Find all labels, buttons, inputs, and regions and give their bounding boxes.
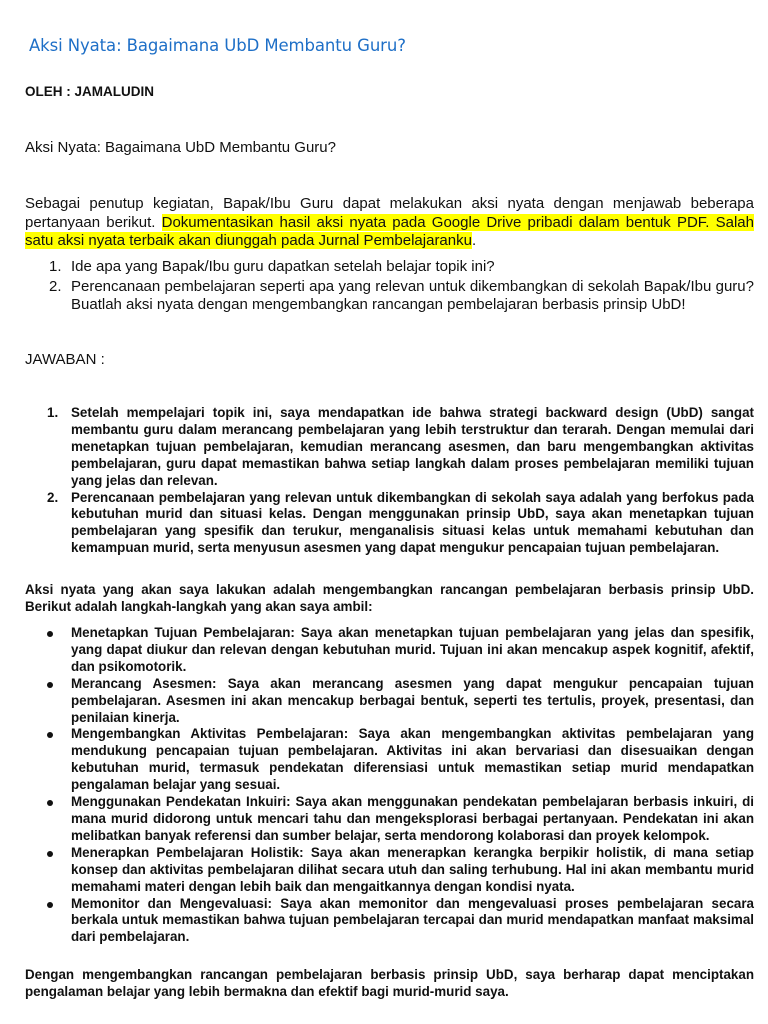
step-text: Menggunakan Pendekatan Inkuiri: Saya akan menggunakan pendekatan pembelajaran berbasis inkuiri, di mana murid didorong untuk mencari tahu dan mengeksplorasi berbagai pertanyaan. Pendekatan ini akan melibatkan banyak referensi dan sumber belajar, serta mendorong kolaborasi dan proyek kelompok.	[71, 794, 754, 843]
list-number: 1.	[49, 258, 62, 275]
list-item	[25, 258, 754, 277]
step-text: Memonitor dan Mengevaluasi: Saya akan memonitor dan mengevaluasi proses pembelajaran secara berkala untuk memastikan bahwa tujuan pembelajaran tercapai dan murid mendapatkan manfaat maksimal dari pembelajaran.	[71, 895, 754, 945]
intro-text: Sebagai penutup kegiatan, Bapak/Ibu Guru dapat melakukan aksi nyata dengan menjawab beberapa pertanyaan berikut.	[25, 195, 754, 231]
list-item	[25, 845, 754, 896]
answer-text: Perencanaan pembelajaran yang relevan untuk dikembangkan di sekolah saya adalah yang berfokus pada kebutuhan murid dan situasi kelas. Dengan menggunakan prinsip UbD, saya akan menetapkan tujuan pembelajaran yang spesifik dan terukur, menganalisis situasi kelas untuk memahami kebutuhan dan kemampuan murid, serta menyusun asesmen yang dapat mengukur pencapaian tujuan pembelajaran.	[71, 489, 754, 556]
author-line: OLEH : JAMALUDIN	[25, 84, 154, 99]
bullet-icon	[47, 902, 53, 908]
step-text: Merancang Asesmen: Saya akan merancang asesmen yang dapat mengukur pencapaian tujuan pembelajaran. Asesmen ini akan mencakup berbagai bentuk, seperti tes tertulis, proyek, presentasi, dan penilaian kinerja.	[71, 675, 754, 725]
step-text: Menerapkan Pembelajaran Holistik: Saya akan menerapkan kerangka berpikir holistik, di mana setiap konsep dan aktivitas pembelajaran dilihat secara utuh dan saling terhubung. Hal ini akan membantu murid memahami materi dengan lebih baik dan mengaitkannya dengan kondisi nyata.	[71, 844, 754, 894]
list-item	[25, 676, 754, 727]
bullet-icon	[47, 800, 53, 806]
list-number: 1.	[47, 405, 59, 420]
step-list	[25, 625, 754, 946]
answers-heading: JAWABAN :	[25, 351, 105, 368]
list-item	[25, 405, 754, 490]
list-item	[25, 726, 754, 794]
list-number: 2.	[47, 489, 59, 505]
list-item	[25, 896, 754, 947]
bullet-icon	[47, 682, 53, 688]
answer-text: Setelah mempelajari topik ini, saya mendapatkan ide bahwa strategi backward design (UbD) sangat membantu guru dalam merancang pembelajaran yang lebih terstruktur dan terarah. Dengan memulai dari menetapkan tujuan pembelajaran, kemudian merancang asesmen, dan baru mengembangkan aktivitas pembelajaran, guru dapat memastikan bahwa setiap langkah dalam proses pembelajaran memiliki tujuan yang jelas dan relevan.	[71, 405, 754, 488]
question-text: Perencanaan pembelajaran seperti apa yang relevan untuk dikembangkan di sekolah Bapak/Ibu guru? Buatlah aksi nyata dengan mengembangkan rancangan pembelajaran berbasis prinsip UbD!	[71, 277, 754, 313]
intro-paragraph	[25, 195, 754, 251]
question-list	[25, 258, 754, 316]
list-item	[25, 278, 754, 315]
intro-end: .	[471, 232, 477, 249]
list-item	[25, 625, 754, 676]
document-title: Aksi Nyata: Bagaimana UbD Membantu Guru?	[29, 36, 406, 55]
highlighted-text: Dokumentasikan hasil aksi nyata pada Google Drive pribadi dalam bentuk PDF. Salah satu aksi nyata terbaik akan diunggah pada Jurnal Pembelajaranku	[25, 213, 754, 249]
subtitle: Aksi Nyata: Bagaimana UbD Membantu Guru?	[25, 139, 336, 156]
answer-list	[25, 405, 754, 557]
question-text: Ide apa yang Bapak/Ibu guru dapatkan setelah belajar topik ini?	[71, 258, 495, 275]
plan-intro-paragraph: Aksi nyata yang akan saya lakukan adalah mengembangkan rancangan pembelajaran berbasis prinsip UbD. Berikut adalah langkah-langkah yang akan saya ambil:	[25, 582, 754, 614]
bullet-icon	[47, 851, 53, 857]
closing-paragraph: Dengan mengembangkan rancangan pembelajaran berbasis prinsip UbD, saya berharap dapat menciptakan pengalaman belajar yang lebih bermakna dan efektif bagi murid-murid saya.	[25, 967, 754, 999]
step-text: Menetapkan Tujuan Pembelajaran: Saya akan menetapkan tujuan pembelajaran yang jelas dan spesifik, yang dapat diukur dan relevan dengan kebutuhan murid. Tujuan ini akan mencakup aspek kognitif, afektif, dan psikomotorik.	[71, 625, 754, 674]
step-text: Mengembangkan Aktivitas Pembelajaran: Saya akan mengembangkan aktivitas pembelajaran yang mendukung pencapaian tujuan pembelajaran. Aktivitas ini akan bervariasi dan disesuaikan dengan kebutuhan murid, termasuk pendekatan diferensiasi untuk memastikan setiap murid mendapatkan pengalaman belajar yang sesuai.	[71, 726, 754, 793]
list-number: 2.	[49, 277, 62, 295]
list-item	[25, 490, 754, 558]
bullet-icon	[47, 631, 53, 637]
bullet-icon	[47, 732, 53, 738]
list-item	[25, 794, 754, 845]
